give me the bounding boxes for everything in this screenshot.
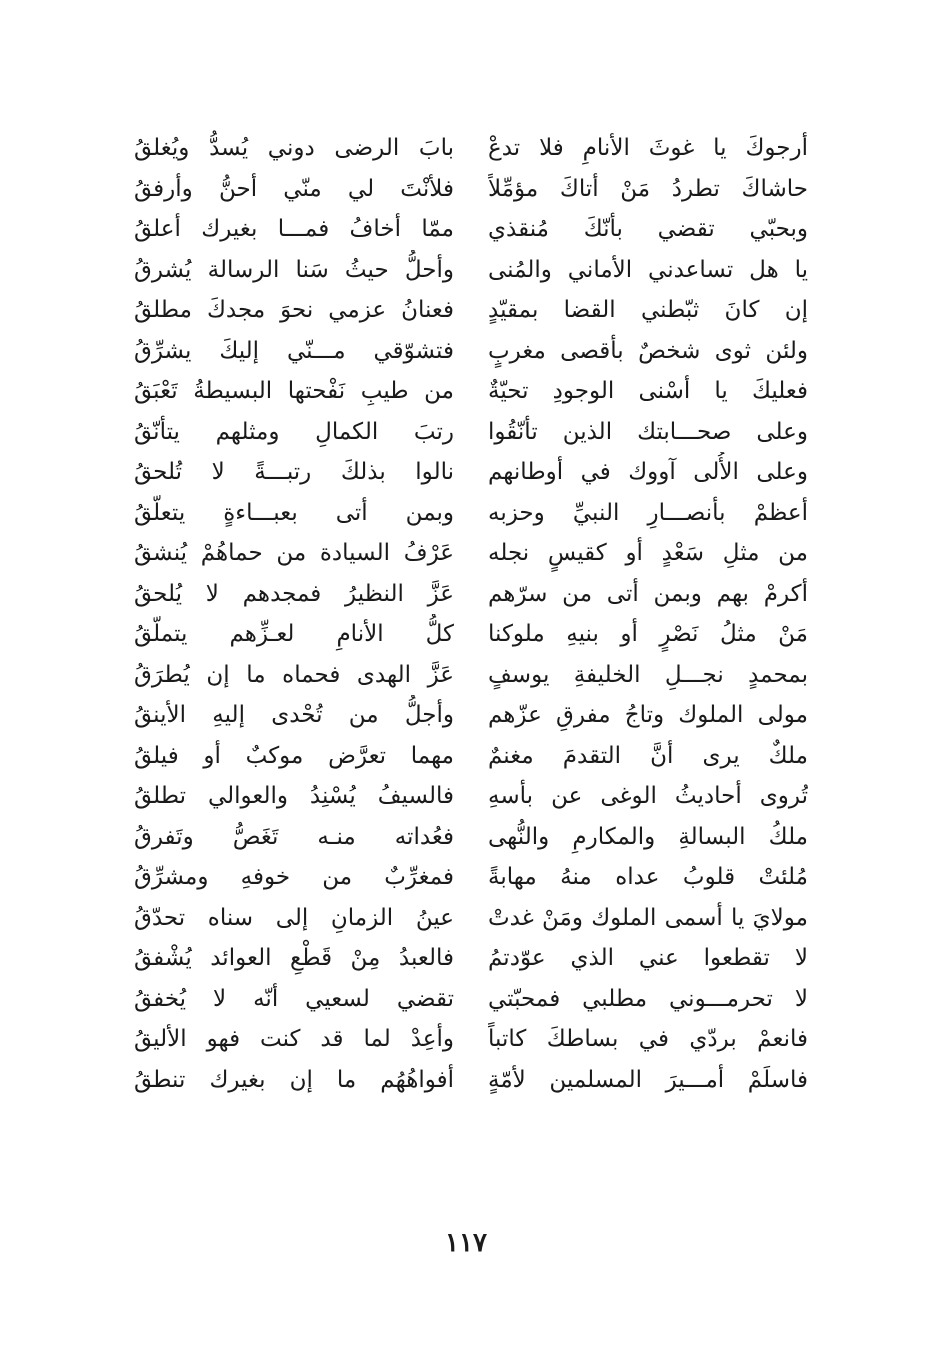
verse-line: من طيبِ نَفْحتها البسيطةُ تَعْبَقُ (134, 378, 454, 404)
verse-line: فمغرِّبٌ من خوفهِ ومشرِّقُ (134, 864, 454, 890)
verse-line: وبحبّي تقضي بأنّكَ مُنقذي (488, 216, 808, 242)
poem-left-column (134, 128, 454, 1100)
verse-line: فعُداته منـه تَغَصُّ وتَفرقُ (134, 823, 454, 850)
verse-line: ولئن ثوى شخصٌ بأقصى مغربٍ (488, 337, 808, 364)
verse-line: أعظمْ بأنصـــارِ النبيِّ وحزبه (488, 499, 808, 526)
verse-line: لا تقطعوا عني الذي عوّدتمُ (488, 945, 808, 971)
verse-line: مَنْ مثلُ نَصْرٍ أو بنيهِ ملوكنا (488, 621, 808, 647)
verse-line: أفواهُهُم ما إن بغيرك تنطقُ (134, 1066, 454, 1093)
verse-line: عَرْفُ السيادة من حماهُمْ يُنشقُ (134, 540, 454, 566)
verse-line: بابَ الرضى دوني يُسدُّ ويُغلقُ (134, 135, 454, 161)
verse-line: مولايَ يا أسمى الملوك ومَنْ غدتْ (488, 904, 808, 931)
verse-line: كلُّ الأنامِ لعـزِّهم يتملّقُ (134, 621, 454, 647)
verse-line: مهما تعرَّض موكبٌ أو فيلقُ (134, 742, 454, 769)
verse-line: ممّا أخافُ فمـــا بغيرك أعلقُ (134, 216, 454, 242)
verse-line: مُلئتْ قلوبُ عداه منهُ مهابةً (488, 864, 808, 890)
verse-line: عَزَّ النظيرُ فمجدهم لا يُلحقُ (134, 580, 454, 607)
verse-line: فتشوّقي مـــنّي إليكَ يشرِّقُ (134, 337, 454, 364)
verse-line: من مثلِ سَعْدٍ أو كقيسٍ نجله (488, 540, 808, 566)
verse-line: فعنانُ عزمي نحوَ مجدكَ مطلقُ (134, 297, 454, 323)
verse-line: أكرمْ بهم وبمن أتى من سرّهم (488, 580, 808, 607)
verse-line: مولى الملوك وتاجُ مفرقِ عزّهم (488, 702, 808, 728)
verse-line: وبمن أتى بعبـــاءةٍ يتعلّقُ (134, 499, 454, 526)
verse-line: ملكٌ يرى أنَّ التقدمَ مغنمٌ (488, 742, 808, 769)
verse-line: يا هل تساعدني الأماني والمُنى (488, 256, 808, 283)
verse-line: عينُ الزمانِ إلى سناه تحدّقُ (134, 904, 454, 931)
verse-line: وأجلُّ من تُحْدى إليهِ الأينقُ (134, 702, 454, 728)
verse-line: عَزَّ الهدى فحماه ما إن يُطرَقُ (134, 661, 454, 688)
verse-line: إن كانَ ثبّطني القضا بمقيّدٍ (488, 297, 808, 323)
verse-line: حاشاكَ تطردُ مَنْ أتاكَ مؤمِّلاً (488, 175, 808, 202)
verse-line: نالوا بذلكَ رتبـــةً لا تُلحقُ (134, 459, 454, 485)
verse-line: فالعبدُ مِنْ قَطْعِ العوائد يُشْفقُ (134, 945, 454, 971)
verse-line: فالسيفُ يُسْنِدُ والعوالي تطلقُ (134, 783, 454, 809)
poem-right-column (488, 128, 808, 1100)
verse-line: فلأنْتَ لي منّي أحنُّ وأرفقُ (134, 175, 454, 202)
verse-line: تُروى أحاديثُ الوغى عن بأسهِ (488, 783, 808, 809)
verse-line: أرجوكَ يا غوثَ الأنامِ فلا تدعْ (488, 135, 808, 161)
verse-line: رتبَ الكمالِ ومثلهم يتأنّقُ (134, 418, 454, 445)
verse-line: فانعمْ بردّي في بساطكَ كاتباً (488, 1026, 808, 1052)
page-number: ١١٧ (445, 1228, 487, 1258)
verse-line: فاسلَمْ أمـــيرَ المسلمين لأمّةٍ (488, 1066, 808, 1093)
verse-line: ملكُ البسالةِ والمكارمِ والنُّهى (488, 823, 808, 850)
verse-line: بمحمدٍ نجـــلِ الخليفةِ يوسفٍ (488, 661, 808, 688)
verse-line: وأحلُّ حيثُ سَنا الرسالة يُشرقُ (134, 256, 454, 283)
verse-line: وأعِدْ لما قد كنت فهو الأليقُ (134, 1026, 454, 1052)
verse-line: وعلى صحـــابتك الذين تأنّقُوا (488, 418, 808, 445)
verse-line: فعليكَ يا أسْنى الوجودِ تحيّةٌ (488, 378, 808, 404)
verse-line: لا تحرمـــوني مطلبي فمحبّتي (488, 985, 808, 1012)
verse-line: وعلى الأُلى آووك في أوطانهم (488, 459, 808, 485)
verse-line: تقضي لسعيي أنّه لا يُخفقُ (134, 985, 454, 1012)
